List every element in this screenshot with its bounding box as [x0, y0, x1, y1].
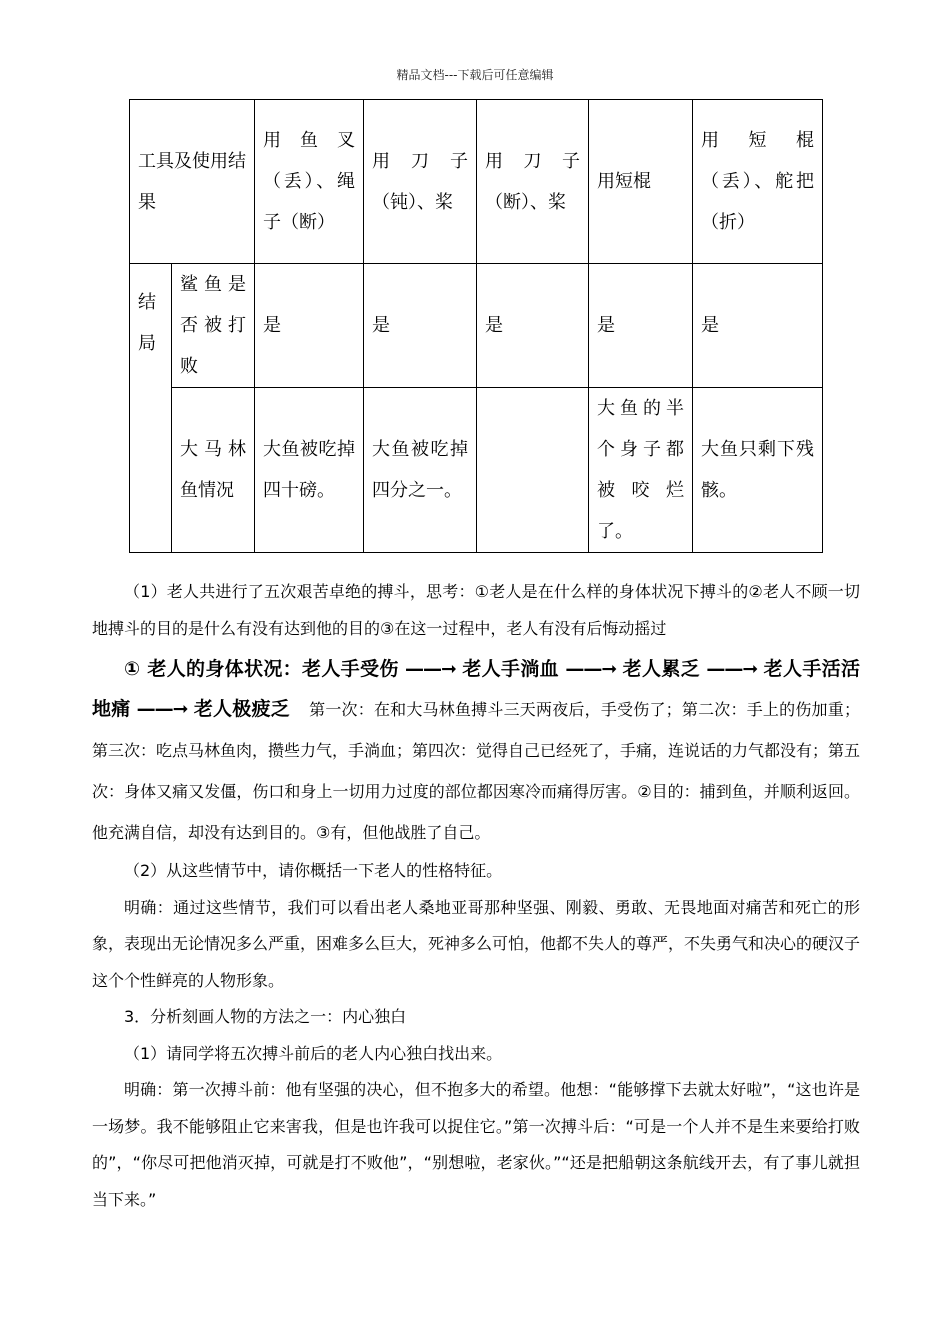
answer-1-detail: 第一次：在和大马林鱼搏斗三天两夜后，手受伤了；第二次：手上的伤加重；第三次：吃点马林鱼肉，攒些力气，手淌血；第四次：觉得自己已经死了，手痛，连说话的力气都没有；第五次：身体又痛又发僵，伤口和身上一切用力过度的部位都因寒冷而痛得厉害。②目的：捕到鱼，并顺利返回。他充满自信，却没有达到目的。③有，但他战胜了自己。 [92, 700, 861, 842]
chain-step-4: 老人手活活地痛 [92, 658, 860, 720]
shark-value-3: 是 [477, 264, 589, 388]
chain-step-2: 老人手淌血 [462, 658, 559, 680]
marlin-value-4: 大鱼的半个身子都被咬烂了。 [589, 388, 693, 553]
table-row-tools [130, 100, 823, 264]
tool-cell-5: 用短棍（丢）、舵把（折） [693, 100, 823, 264]
tool-cell-3: 用刀子（断）、桨 [477, 100, 589, 264]
battle-table [129, 99, 823, 553]
marlin-value-5: 大鱼只剩下残骸。 [693, 388, 823, 553]
marlin-value-2: 大鱼被吃掉四分之一。 [364, 388, 477, 553]
arrow-icon: ——➞ [136, 698, 188, 720]
marlin-value-1: 大鱼被吃掉四十磅。 [255, 388, 364, 553]
chain-step-1: 老人手受伤 [302, 658, 399, 680]
tool-cell-2: 用刀子（钝）、桨 [364, 100, 477, 264]
section-3-title: 3．分析刻画人物的方法之一：内心独白 [124, 1007, 407, 1026]
question-2: （2）从这些情节中，请你概括一下老人的性格特征。 [124, 861, 503, 880]
page-header: 精品文档---下载后可任意编辑 [396, 68, 554, 82]
tool-cell-1: 用鱼叉（丢）、绳子（断） [255, 100, 364, 264]
body-text [92, 574, 860, 1218]
chain-step-3: 老人累乏 [622, 658, 700, 680]
marlin-value-3 [477, 388, 589, 553]
tools-header-cell: 工具及使用结果 [130, 100, 255, 264]
result-group-cell: 结局 [130, 264, 172, 553]
table-row-shark [130, 264, 823, 388]
answer-3: 明确：第一次搏斗前：他有坚强的决心，但不抱多大的希望。他想：“能够撑下去就太好啦”，“这也许是一场梦。我不能够阻止它来害我，但是也许我可以捉住它。”第一次搏斗后：“可是一个人并不是生来要给打败的”，“你尽可把他消灭掉，可就是打不败他”，“别想啦，老家伙。”“还是把船朝这条航线开去，有了事儿就担当下来。” [92, 1080, 860, 1209]
question-3: （1）请同学将五次搏斗前后的老人内心独白找出来。 [124, 1043, 503, 1063]
marlin-label-cell: 大马林鱼情况 [172, 388, 255, 553]
shark-value-5: 是 [693, 264, 823, 388]
question-1: （1）老人共进行了五次艰苦卓绝的搏斗，思考：①老人是在什么样的身体状况下搏斗的②老人不顾一切地搏斗的目的是什么有没有达到他的目的③在这一过程中，老人有没有后悔动摇过 [92, 582, 860, 638]
answer-1 [92, 649, 860, 853]
answer-2: 明确：通过这些情节，我们可以看出老人桑地亚哥那种坚强、刚毅、勇敢、无畏地面对痛苦和死亡的形象，表现出无论情况多么严重，困难多么巨大，死神多么可怕，他都不失人的尊严，不失勇气和决心的硬汉子这个个性鲜亮的人物形象。 [92, 897, 861, 990]
arrow-icon: ——➞ [405, 658, 456, 680]
table-row-marlin [130, 388, 823, 553]
shark-label-cell: 鲨鱼是否被打败 [172, 264, 255, 388]
tool-cell-4: 用短棍 [589, 100, 693, 264]
arrow-icon: ——➞ [565, 658, 617, 680]
answer-1-lead: ① 老人的身体状况： [124, 658, 302, 680]
shark-value-2: 是 [364, 264, 477, 388]
arrow-icon: ——➞ [706, 658, 758, 680]
chain-step-5: 老人极疲乏 [193, 698, 290, 720]
shark-value-4: 是 [589, 264, 693, 388]
shark-value-1: 是 [255, 264, 364, 388]
